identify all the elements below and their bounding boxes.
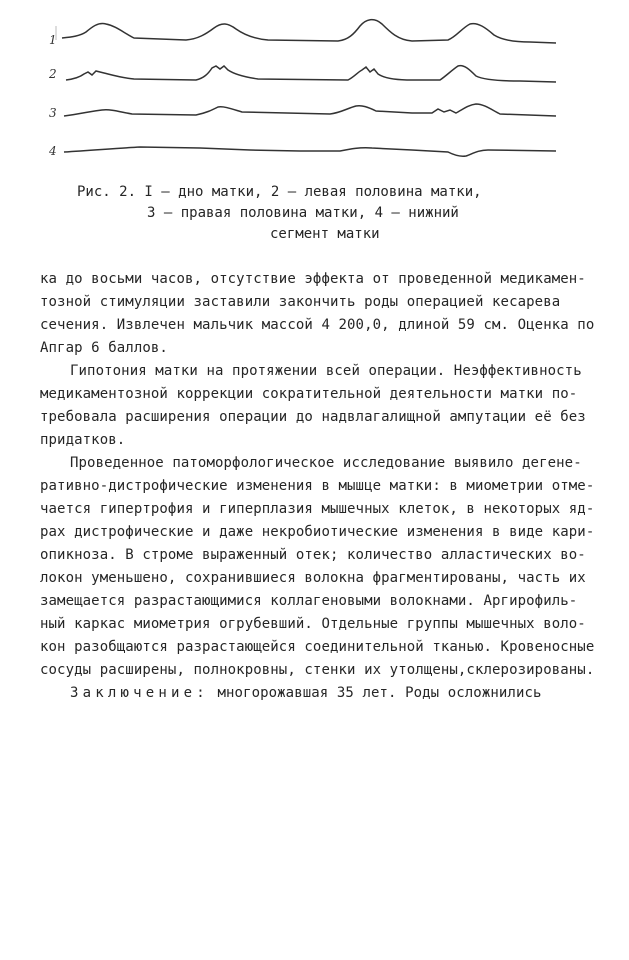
text-line: ративно-дистрофические изменения в мышце матки: в миометрии отме-	[40, 478, 595, 494]
text-line: сечения. Извлечен мальчик массой 4 200,0, длиной 59 см. Оценка по	[40, 317, 595, 333]
paragraph-4	[40, 682, 606, 705]
text-line: Апгар 6 баллов.	[40, 340, 168, 356]
text-line: ка до восьми часов, отсутствие эффекта от проведенной медикамен-	[40, 271, 586, 287]
curve-label-4: 4	[49, 144, 57, 158]
text-line: придатков.	[40, 432, 126, 448]
text-line: сосуды расширены, полнокровны, стенки их утолщены,склерозированы.	[40, 662, 595, 678]
body-text	[40, 268, 606, 705]
paragraph-2	[40, 360, 606, 452]
caption-line-2: 3 – правая половина матки, 4 – нижний	[147, 205, 459, 221]
curve-4	[64, 147, 556, 156]
curve-label-2: 2	[49, 67, 57, 81]
tocogram-curves	[0, 0, 629, 170]
paragraph-1	[40, 268, 606, 360]
conclusion-text: многорожавшая 35 лет. Роды осложнились	[208, 685, 542, 701]
text-line: замещается разрастающимися коллагеновыми волокнами. Аргирофиль-	[40, 593, 578, 609]
text-line: чается гипертрофия и гиперплазия мышечных клеток, в некоторых яд-	[40, 501, 595, 517]
curve-2	[66, 66, 556, 82]
text-line	[40, 682, 606, 705]
caption-line-1: Рис. 2. I – дно матки, 2 – левая половина матки,	[77, 184, 482, 200]
curve-label-1: 1	[49, 33, 57, 47]
text-line: медикаментозной коррекции сократительной деятельности матки по-	[40, 386, 578, 402]
paragraph-3	[40, 452, 606, 682]
text-line: Гипотония матки на протяжении всей операции. Неэффективность	[70, 363, 582, 379]
text-line: тозной стимуляции заставили закончить роды операцией кесарева	[40, 294, 561, 310]
tocogram-figure	[0, 0, 629, 170]
text-line: Проведенное патоморфологическое исследование выявило дегене-	[70, 455, 582, 471]
curve-1	[62, 20, 556, 43]
text-line: локон уменьшено, сохранившиеся волокна фрагментированы, часть их	[40, 570, 586, 586]
text-line: ный каркас миометрия огрубевший. Отдельные группы мышечных воло-	[40, 616, 586, 632]
conclusion-label: Заключение:	[70, 685, 209, 701]
text-line: кон разобщаются разрастающейся соединительной тканью. Кровеносные	[40, 639, 595, 655]
text-line: требовала расширения операции до надвлагалищной ампутации её без	[40, 409, 586, 425]
text-line: опикноза. В строме выраженный отек; количество алластических во-	[40, 547, 586, 563]
text-line: рах дистрофические и даже некробиотические изменения в виде кари-	[40, 524, 595, 540]
curve-label-3: 3	[49, 106, 57, 120]
caption-line-3: сегмент матки	[270, 226, 380, 242]
curve-3	[64, 104, 556, 116]
